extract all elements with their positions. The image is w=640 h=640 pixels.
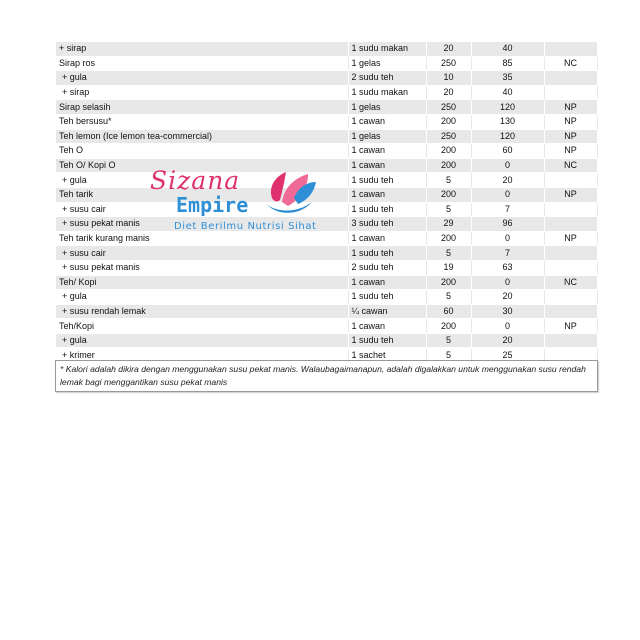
calorie-cell: 130 bbox=[471, 114, 544, 129]
serving-unit-cell: 1 cawan bbox=[348, 319, 426, 334]
table-row bbox=[56, 333, 597, 348]
weight-gram-cell: 10 bbox=[426, 71, 471, 86]
table-row bbox=[56, 100, 597, 115]
weight-gram-cell: 20 bbox=[426, 85, 471, 100]
calorie-cell: 40 bbox=[471, 85, 544, 100]
weight-gram-cell: 5 bbox=[426, 348, 471, 363]
table-row bbox=[56, 85, 597, 100]
item-name-cell: + susu cair bbox=[56, 202, 348, 217]
category-code-cell: NP bbox=[544, 187, 597, 202]
serving-unit-cell: 1 cawan bbox=[348, 275, 426, 290]
category-code-cell bbox=[544, 246, 597, 261]
item-name-cell: + gula bbox=[56, 173, 348, 188]
table-row bbox=[56, 42, 597, 56]
category-code-cell bbox=[544, 202, 597, 217]
weight-gram-cell: 5 bbox=[426, 173, 471, 188]
serving-unit-cell: 1 sudu makan bbox=[348, 85, 426, 100]
weight-gram-cell: 200 bbox=[426, 231, 471, 246]
weight-gram-cell: 19 bbox=[426, 260, 471, 275]
weight-gram-cell: 200 bbox=[426, 144, 471, 159]
calorie-cell: 7 bbox=[471, 246, 544, 261]
calorie-cell: 120 bbox=[471, 100, 544, 115]
calorie-cell: 20 bbox=[471, 290, 544, 305]
calorie-cell: 0 bbox=[471, 275, 544, 290]
item-name-cell: Teh O/ Kopi O bbox=[56, 158, 348, 173]
item-name-cell: Teh/Kopi bbox=[56, 319, 348, 334]
watermark-tagline: Diet Berilmu Nutrisi Sihat bbox=[174, 221, 317, 232]
calorie-cell: 85 bbox=[471, 56, 544, 71]
serving-unit-cell: 1 sudu makan bbox=[348, 42, 426, 56]
calorie-cell: 63 bbox=[471, 260, 544, 275]
item-name-cell: + susu cair bbox=[56, 246, 348, 261]
item-name-cell: Sirap ros bbox=[56, 56, 348, 71]
category-code-cell: NP bbox=[544, 129, 597, 144]
nutrition-table bbox=[56, 42, 598, 363]
category-code-cell bbox=[544, 85, 597, 100]
category-code-cell: NP bbox=[544, 231, 597, 246]
item-name-cell: Teh tarik bbox=[56, 187, 348, 202]
category-code-cell bbox=[544, 333, 597, 348]
item-name-cell: Teh/ Kopi bbox=[56, 275, 348, 290]
item-name-cell: + sirap bbox=[56, 42, 348, 56]
calorie-cell: 0 bbox=[471, 319, 544, 334]
serving-unit-cell: 1 sudu teh bbox=[348, 290, 426, 305]
item-name-cell: Sirap selasih bbox=[56, 100, 348, 115]
table-row bbox=[56, 202, 597, 217]
weight-gram-cell: 5 bbox=[426, 290, 471, 305]
table-row bbox=[56, 304, 597, 319]
calorie-cell: 0 bbox=[471, 187, 544, 202]
category-code-cell bbox=[544, 290, 597, 305]
watermark-brand-text: Empire bbox=[176, 193, 249, 217]
weight-gram-cell: 200 bbox=[426, 319, 471, 334]
calorie-cell: 0 bbox=[471, 158, 544, 173]
weight-gram-cell: 5 bbox=[426, 333, 471, 348]
serving-unit-cell: 1 cawan bbox=[348, 158, 426, 173]
item-name-cell: Teh tarik kurang manis bbox=[56, 231, 348, 246]
weight-gram-cell: 200 bbox=[426, 114, 471, 129]
table-row bbox=[56, 290, 597, 305]
weight-gram-cell: 20 bbox=[426, 42, 471, 56]
item-name-cell: + gula bbox=[56, 333, 348, 348]
category-code-cell: NP bbox=[544, 144, 597, 159]
calorie-cell: 40 bbox=[471, 42, 544, 56]
item-name-cell: + krimer bbox=[56, 348, 348, 363]
item-name-cell: + sirap bbox=[56, 85, 348, 100]
category-code-cell bbox=[544, 260, 597, 275]
category-code-cell: NP bbox=[544, 114, 597, 129]
serving-unit-cell: 3 sudu teh bbox=[348, 217, 426, 232]
table-row bbox=[56, 275, 597, 290]
serving-unit-cell: 2 sudu teh bbox=[348, 71, 426, 86]
table-body bbox=[56, 42, 597, 363]
weight-gram-cell: 5 bbox=[426, 202, 471, 217]
calorie-cell: 0 bbox=[471, 231, 544, 246]
weight-gram-cell: 29 bbox=[426, 217, 471, 232]
serving-unit-cell: 1 cawan bbox=[348, 144, 426, 159]
category-code-cell bbox=[544, 304, 597, 319]
category-code-cell: NC bbox=[544, 275, 597, 290]
table-row bbox=[56, 144, 597, 159]
serving-unit-cell: 1 sudu teh bbox=[348, 173, 426, 188]
item-name-cell: + gula bbox=[56, 71, 348, 86]
item-name-cell: + susu pekat manis bbox=[56, 260, 348, 275]
category-code-cell bbox=[544, 217, 597, 232]
weight-gram-cell: 5 bbox=[426, 246, 471, 261]
weight-gram-cell: 250 bbox=[426, 100, 471, 115]
table-row bbox=[56, 319, 597, 334]
table-row bbox=[56, 217, 597, 232]
serving-unit-cell: 1 gelas bbox=[348, 56, 426, 71]
table-row bbox=[56, 114, 597, 129]
table-row bbox=[56, 129, 597, 144]
watermark-script-text: Sizana bbox=[150, 166, 241, 195]
serving-unit-cell: 1 gelas bbox=[348, 129, 426, 144]
weight-gram-cell: 250 bbox=[426, 129, 471, 144]
serving-unit-cell: 1 cawan bbox=[348, 231, 426, 246]
calorie-cell: 30 bbox=[471, 304, 544, 319]
category-code-cell bbox=[544, 42, 597, 56]
calorie-cell: 20 bbox=[471, 333, 544, 348]
item-name-cell: Teh O bbox=[56, 144, 348, 159]
category-code-cell: NP bbox=[544, 100, 597, 115]
serving-unit-cell: 1 sudu teh bbox=[348, 246, 426, 261]
item-name-cell: Teh bersusu* bbox=[56, 114, 348, 129]
calorie-cell: 120 bbox=[471, 129, 544, 144]
weight-gram-cell: 200 bbox=[426, 187, 471, 202]
table-row bbox=[56, 158, 597, 173]
serving-unit-cell: 1 gelas bbox=[348, 100, 426, 115]
item-name-cell: Teh lemon (Ice lemon tea-commercial) bbox=[56, 129, 348, 144]
serving-unit-cell: 1 cawan bbox=[348, 187, 426, 202]
calorie-cell: 96 bbox=[471, 217, 544, 232]
serving-unit-cell: ¼ cawan bbox=[348, 304, 426, 319]
weight-gram-cell: 200 bbox=[426, 158, 471, 173]
category-code-cell: NP bbox=[544, 319, 597, 334]
serving-unit-cell: 1 sudu teh bbox=[348, 333, 426, 348]
calorie-cell: 20 bbox=[471, 173, 544, 188]
calorie-cell: 25 bbox=[471, 348, 544, 363]
category-code-cell: NC bbox=[544, 158, 597, 173]
item-name-cell: + susu rendah lemak bbox=[56, 304, 348, 319]
table-row bbox=[56, 173, 597, 188]
calorie-cell: 35 bbox=[471, 71, 544, 86]
category-code-cell bbox=[544, 173, 597, 188]
table-row bbox=[56, 231, 597, 246]
weight-gram-cell: 200 bbox=[426, 275, 471, 290]
serving-unit-cell: 1 sudu teh bbox=[348, 202, 426, 217]
category-code-cell bbox=[544, 71, 597, 86]
item-name-cell: + susu pekat manis bbox=[56, 217, 348, 232]
table-row bbox=[56, 56, 597, 71]
calorie-cell: 7 bbox=[471, 202, 544, 217]
serving-unit-cell: 2 sudu teh bbox=[348, 260, 426, 275]
weight-gram-cell: 250 bbox=[426, 56, 471, 71]
table-row bbox=[56, 187, 597, 202]
table-row bbox=[56, 71, 597, 86]
item-name-cell: + gula bbox=[56, 290, 348, 305]
serving-unit-cell: 1 cawan bbox=[348, 114, 426, 129]
weight-gram-cell: 60 bbox=[426, 304, 471, 319]
table-row bbox=[56, 246, 597, 261]
calorie-cell: 60 bbox=[471, 144, 544, 159]
table-row bbox=[56, 260, 597, 275]
category-code-cell: NC bbox=[544, 56, 597, 71]
serving-unit-cell: 1 sachet bbox=[348, 348, 426, 363]
footnote-box bbox=[55, 360, 598, 392]
footnote-text: * Kalori adalah dikira dengan menggunakan susu pekat manis. Walaubagaimanapun, adalah digalakkan untuk menggunakan susu rendah lemak bagi menggantikan susu pekat manis bbox=[60, 364, 586, 387]
